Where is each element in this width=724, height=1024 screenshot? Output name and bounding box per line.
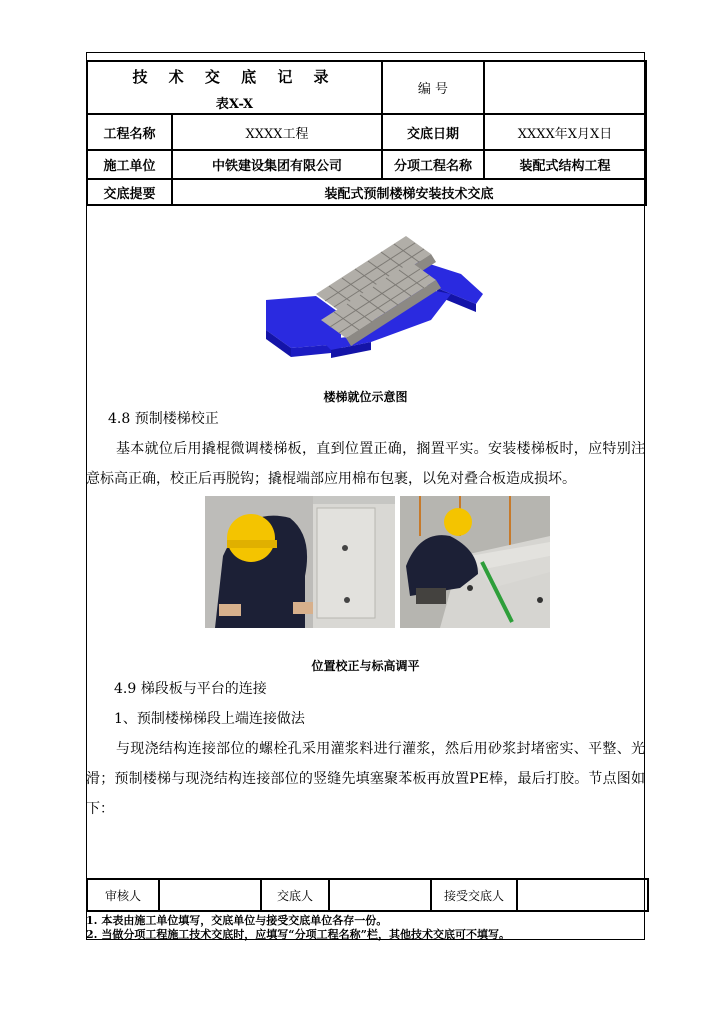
- number-label: 编 号: [382, 61, 484, 114]
- section-4-8-heading: 4.8 预制楼梯校正: [108, 411, 219, 427]
- form-number: 表X-X: [215, 96, 254, 112]
- discloser-field[interactable]: [329, 879, 431, 911]
- title-cell: [87, 61, 382, 114]
- discloser-label: 交底人: [261, 879, 329, 911]
- section-4-9-paragraph: 与现浇结构连接部位的螺栓孔采用灌浆料进行灌浆，然后用砂浆封堵密实、平整、光滑；预制楼梯与现浇结构连接部位的竖缝先填塞聚苯板再放置PE棒，最后打胶。节点图如下：: [86, 741, 645, 817]
- subproject-value: 装配式结构工程: [484, 150, 646, 179]
- unit-label: 施工单位: [87, 150, 172, 179]
- correction-photo-right: [400, 496, 550, 628]
- reviewer-field[interactable]: [159, 879, 261, 911]
- subproject-label: 分项工程名称: [382, 150, 484, 179]
- header-table: [86, 60, 647, 206]
- summary-value: 装配式预制楼梯安装技术交底: [172, 179, 646, 205]
- footer-notes: [86, 910, 643, 942]
- document-title: 技 术 交 底 记 录: [132, 67, 337, 86]
- number-value: [484, 61, 646, 114]
- section-4-8-paragraph: 基本就位后用撬棍微调楼梯板，直到位置正确，搁置平实。安装楼梯板时，应特别注意标高正确，校正后再脱钩；撬棍端部应用棉布包裹，以免对叠合板造成损坏。: [86, 441, 645, 487]
- note-1: 1. 本表由施工单位填写，交底单位与接受交底单位各存一份。: [86, 914, 388, 927]
- document-page: [86, 52, 645, 942]
- unit-value: 中铁建设集团有限公司: [172, 150, 382, 179]
- receiver-label: 接受交底人: [431, 879, 517, 911]
- note-2: 2. 当做分项工程施工技术交底时，应填写“分项工程名称”栏，其他技术交底可不填写。: [86, 928, 510, 941]
- stair-placement-illustration: [261, 224, 491, 369]
- signature-table: [86, 878, 649, 912]
- figure1-caption: 楼梯就位示意图: [323, 390, 408, 404]
- project-name-label: 工程名称: [87, 114, 172, 150]
- reviewer-label: 审核人: [87, 879, 159, 911]
- project-name-value: XXXX工程: [172, 114, 382, 150]
- item-1-heading: 1、预制楼梯梯段上端连接做法: [114, 711, 305, 727]
- receiver-field[interactable]: [517, 879, 648, 911]
- correction-photo-left: [205, 496, 395, 628]
- date-value: XXXX年X月X日: [484, 114, 646, 150]
- date-label: 交底日期: [382, 114, 484, 150]
- summary-label: 交底提要: [87, 179, 172, 205]
- section-4-9-heading: 4.9 梯段板与平台的连接: [114, 681, 267, 697]
- figure2-caption: 位置校正与标高调平: [311, 659, 420, 673]
